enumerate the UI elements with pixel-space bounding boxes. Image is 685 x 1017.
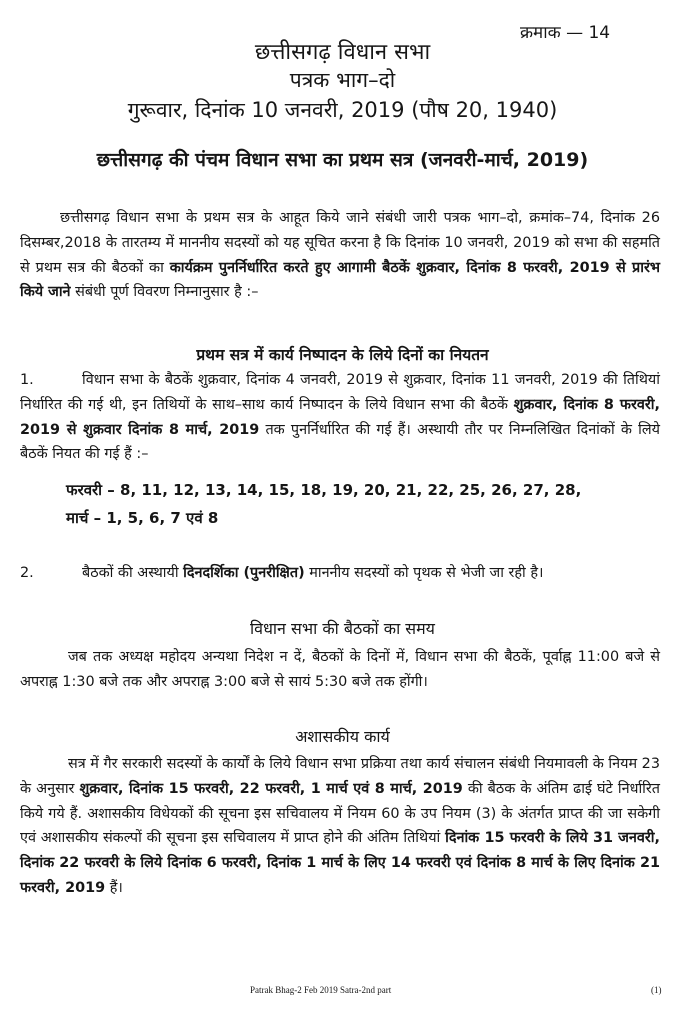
private-business-paragraph <box>20 752 660 901</box>
item-2-bold: दिनदर्शिका (पुनरीक्षित) <box>183 565 305 581</box>
section-heading-allocation: प्रथम सत्र में कार्य निष्पादन के लिये दिनों का नियतन <box>196 346 489 364</box>
pb-text-3: हैं। <box>105 879 123 896</box>
timing-paragraph: जब तक अध्यक्ष महोदय अन्यथा निदेश न दें, बैठकों के दिनों में, विधान सभा की बैठकें, पूर्वाह्न 11:00 बजे से अपराह्न 1:30 बजे तक और अपराह्न 3:00 बजे से सायं 5:30 बजे तक होंगी। <box>20 649 660 690</box>
intro-text-1: छत्तीसगढ़ विधान सभा के प्रथम सत्र के आहूत किये जाने संबंधी जारी पत्रक भाग–दो, क्रमांक–74, दिनांक 26 दिसम्बर,2018 के तारतम्य में माननीय सदस्यों को यह सूचित करना है कि दिनांक 10 जनवरी, 2019 को सभा की सहमति से प्रथम सत्र की बैठकों का <box>20 210 660 276</box>
section-heading-private-business: अशासकीय कार्य <box>295 727 390 746</box>
session-title: छत्तीसगढ़ की पंचम विधान सभा का प्रथम सत्र (जनवरी-मार्च, 2019) <box>96 149 589 171</box>
item-2-number: 2. <box>20 565 34 581</box>
item-1-bold: शुक्रवार, दिनांक 8 फरवरी, 2019 से शुक्रवार दिनांक 8 मार्च, 2019 <box>20 396 660 438</box>
item-1-number: 1. <box>20 372 34 388</box>
page-number: (1) <box>651 985 662 995</box>
intro-text-2: संबंधी पूर्ण विवरण निम्नानुसार है :– <box>70 284 259 301</box>
item-2 <box>20 561 660 586</box>
item-2-text-2: माननीय सदस्यों को पृथक से भेजी जा रही है। <box>304 565 544 581</box>
item-1-text-1: विधान सभा के बैठकें शुक्रवार, दिनांक 4 जनवरी, 2019 से शुक्रवार, दिनांक 11 जनवरी, 2019 की तिथियां निर्धारित की गई थी, इन तिथियों के साथ–साथ कार्य निष्पादन के लिये विधान सभा की बैठकें <box>20 372 660 413</box>
pb-bold-1: शुक्रवार, दिनांक 15 फरवरी, 22 फरवरी, 1 मार्च एवं 8 मार्च, 2019 <box>79 780 463 797</box>
dates-february: फरवरी – 8, 11, 12, 13, 14, 15, 18, 19, 20, 21, 22, 25, 26, 27, 28, <box>66 481 582 499</box>
assembly-title: छत्तीसगढ़ विधान सभा <box>254 40 431 65</box>
item-1-text-2: तक पुनर्निर्धारित की गई हैं। अस्थायी तौर पर निम्नलिखित दिनांकों के लिये बैठकें नियत की गई हैं :– <box>20 421 660 463</box>
section-heading-timing: विधान सभा की बैठकों का समय <box>250 619 435 638</box>
bulletin-title: पत्रक भाग–दो <box>289 68 396 92</box>
dates-march: मार्च – 1, 5, 6, 7 एवं 8 <box>66 509 219 527</box>
item-2-text-1: बैठकों की अस्थायी <box>82 565 184 581</box>
intro-bold: कार्यक्रम पुनर्निर्धारित करते हुए आगामी बैठकें शुक्रवार, दिनांक 8 फरवरी, 2019 से प्रारंभ किये जाने <box>20 259 660 301</box>
date-line: गुरूवार, दिनांक 10 जनवरी, 2019 (पौष 20, 1940) <box>127 98 558 122</box>
serial-number: क्रमाक — 14 <box>520 23 611 43</box>
footer-filename: Patrak Bhag-2 Feb 2019 Satra-2nd part <box>250 985 392 995</box>
pb-bold-2: दिनांक 15 फरवरी के लिये 31 जनवरी, दिनांक 22 फरवरी के लिये दिनांक 6 फरवरी, दिनांक 1 मार्च के लिए 14 फरवरी एवं दिनांक 8 मार्च के लिए दिनांक 21 फरवरी, 2019 <box>20 830 661 896</box>
item-1 <box>20 368 660 467</box>
pb-text-2: की बैठक के अंतिम ढाई घंटे निर्धारित किये गये हैं. अशासकीय विधेयकों की सूचना इस सचिवालय में नियम 60 के उप नियम (3) के अंतर्गत प्राप्त की जा सकेगी एवं अशासकीय संकल्पों की सूचना इस सचिवालय में प्राप्त होने की अंतिम तिथियां <box>20 780 660 847</box>
pb-text-1: सत्र में गैर सरकारी सदस्यों के कार्यों के लिये विधान सभा प्रक्रिया तथा कार्य संचालन संबंधी नियमावली के नियम 23 के अनुसार <box>20 756 660 797</box>
intro-paragraph <box>20 206 660 305</box>
